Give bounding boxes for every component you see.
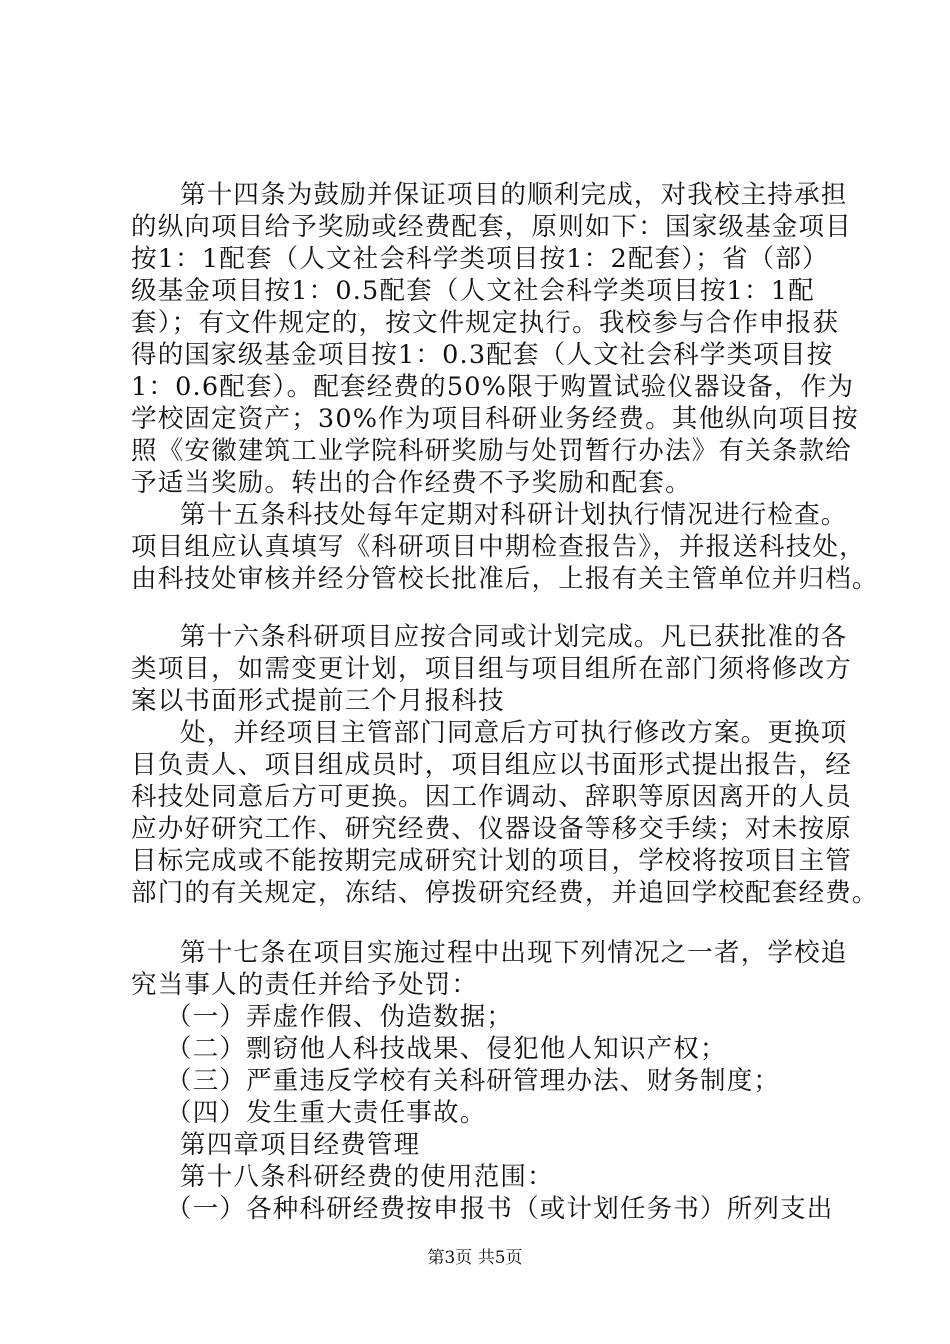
text-line: 1：0.6配套）。配套经费的50%限于购置试验仪器设备，作为 (131, 372, 855, 402)
text-line: 得的国家级基金项目按1：0.3配套（人文社会科学类项目按 (131, 340, 834, 370)
text-line: 处，并经项目主管部门同意后方可执行修改方案。更换项 (180, 718, 848, 748)
text-line: 应办好研究工作、研究经费、仪器设备等移交手续；对未按原 (131, 814, 852, 844)
text-line: 的纵向项目给予奖励或经费配套，原则如下：国家级基金项目 (131, 212, 852, 242)
text-line: （二）剽窃他人科技战果、侵犯他人知识产权； (166, 1034, 727, 1064)
text-line: 按1：1配套（人文社会科学类项目按1：2配套）；省（部） (131, 244, 829, 274)
text-line: 照《安徽建筑工业学院科研奖励与处罚暂行办法》有关条款给 (131, 436, 852, 466)
text-line: 第十八条科研经费的使用范围： (180, 1162, 554, 1192)
page-footer: 第3页 共5页 (427, 1248, 523, 1268)
text-line: （一）弄虚作假、伪造数据； (166, 1002, 514, 1032)
text-line: 部门的有关规定，冻结、停拨研究经费，并追回学校配套经费。 (131, 878, 879, 908)
text-line: 类项目，如需变更计划，项目组与项目组所在部门须将修改方 (131, 654, 852, 684)
text-line: 案以书面形式提前三个月报科技 (131, 686, 505, 716)
text-line: 第十六条科研项目应按合同或计划完成。凡已获批准的各 (180, 622, 848, 652)
text-line: 由科技处审核并经分管校长批准后，上报有关主管单位并归档。 (131, 564, 879, 594)
text-line: （三）严重违反学校有关科研管理办法、财务制度； (166, 1066, 781, 1096)
chapter-heading: 第四章项目经费管理 (180, 1130, 421, 1160)
text-line: 究当事人的责任并给予处罚： (131, 970, 479, 1000)
text-line: 目标完成或不能按期完成研究计划的项目，学校将按项目主管 (131, 846, 852, 876)
text-line: 级基金项目按1：0.5配套（人文社会科学类项目按1：1配 (131, 276, 815, 306)
text-line: 项目组应认真填写《科研项目中期检查报告》，并报送科技处， (131, 532, 866, 562)
text-line: 第十四条为鼓励并保证项目的顺利完成，对我校主持承担 (180, 180, 848, 210)
text-line: 第十五条科技处每年定期对科研计划执行情况进行检查。 (180, 500, 848, 530)
text-line: 目负责人、项目组成员时，项目组应以书面形式提出报告，经 (131, 750, 852, 780)
text-line: 学校固定资产；30%作为项目科研业务经费。其他纵向项目按 (131, 404, 859, 434)
text-line: 予适当奖励。转出的合作经费不予奖励和配套。 (131, 468, 692, 498)
text-line: （四）发生重大责任事故。 (166, 1098, 487, 1128)
text-line: 科技处同意后方可更换。因工作调动、辞职等原因离开的人员 (131, 782, 852, 812)
text-line: 套）；有文件规定的，按文件规定执行。我校参与合作申报获 (131, 308, 840, 338)
text-line: 第十七条在项目实施过程中出现下列情况之一者，学校追 (180, 938, 848, 968)
text-line: （一）各种科研经费按申报书（或计划任务书）所列支出 (166, 1194, 834, 1224)
